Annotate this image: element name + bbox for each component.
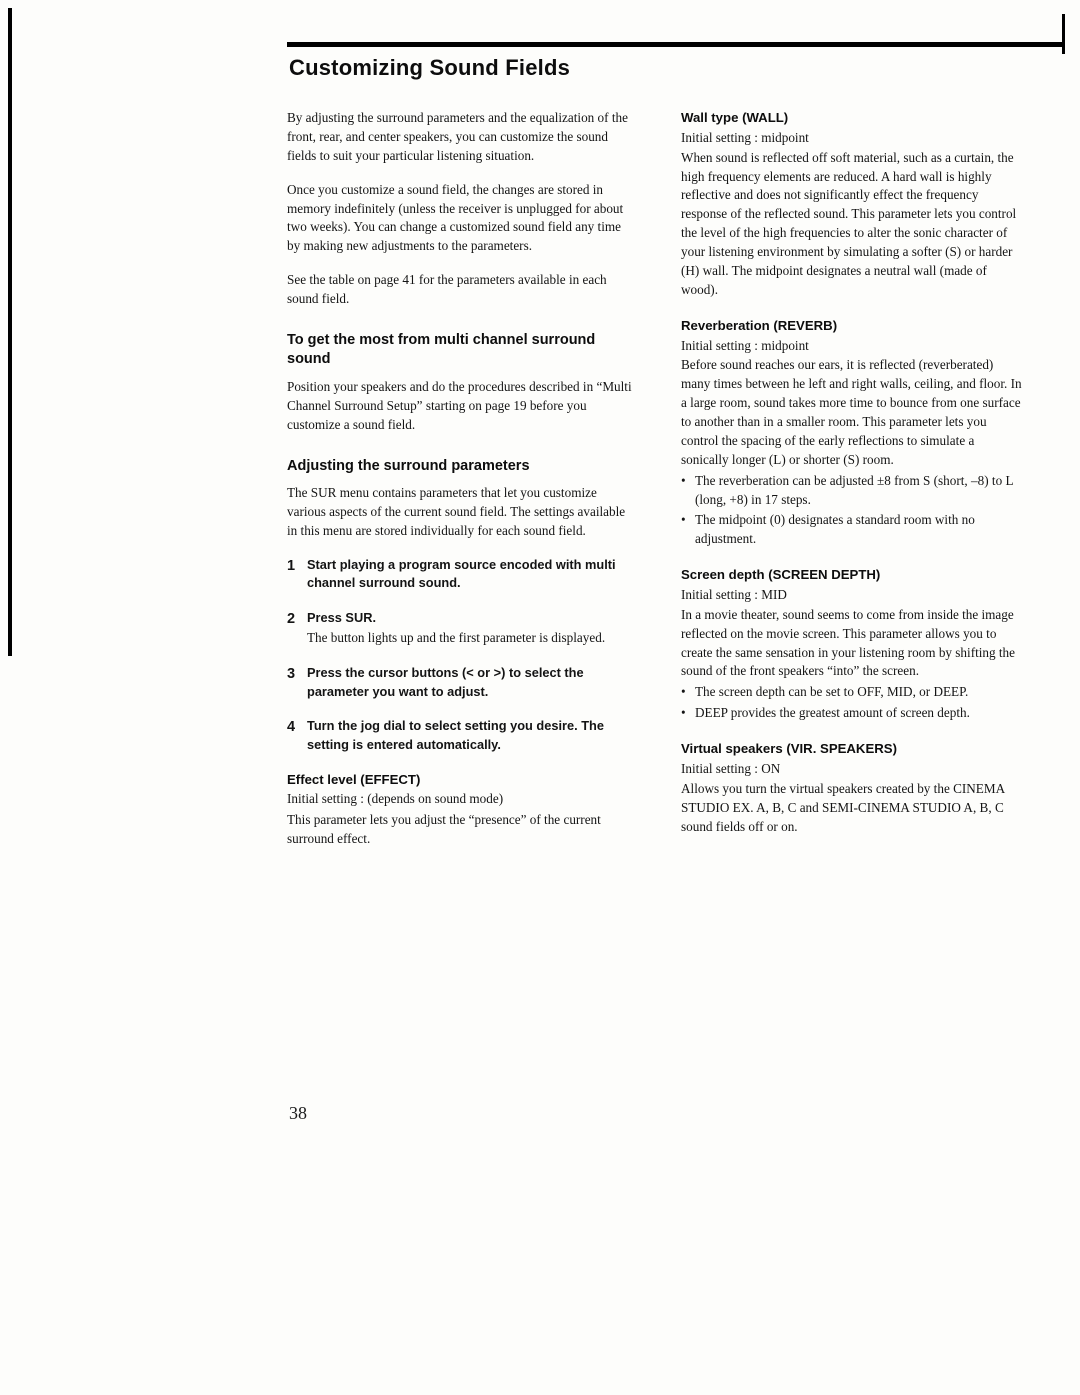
bullet-text: The screen depth can be set to OFF, MID, or DEEP.: [695, 684, 969, 700]
table-reference-paragraph: See the table on page 41 for the parameters available in each sound field.: [287, 272, 607, 306]
initial-setting: Initial setting : (depends on sound mode): [287, 791, 504, 807]
memory-paragraph: Once you customize a sound field, the changes are stored in memory indefinitely (unless the receiver is unplugged for about two weeks). You can change a customized sound field any time by making new adjustments to the parameters.: [287, 181, 624, 254]
step-number: 3: [287, 666, 296, 683]
page-number: 38: [289, 1103, 307, 1123]
page-title: Customizing Sound Fields: [289, 55, 571, 80]
initial-setting: Initial setting : midpoint: [681, 129, 809, 145]
step-item-3: [287, 664, 635, 701]
step-detail: The button lights up and the first parameter is displayed.: [307, 630, 606, 646]
step-number: 2: [287, 610, 296, 627]
bullet-item: [681, 704, 1025, 723]
two-column-layout: [287, 109, 1063, 866]
step-instruction: Start playing a program source encoded with multi channel surround sound.: [307, 556, 616, 591]
step-item-1: [287, 556, 635, 593]
bullet-item: [681, 511, 1025, 549]
parameter-section-screen-depth: [681, 566, 1025, 723]
title-rule: [287, 42, 1063, 47]
parameter-body: This parameter lets you adjust the “presence” of the current surround effect.: [287, 812, 601, 847]
bullet-icon: •: [681, 684, 686, 700]
parameter-section-wall: [681, 109, 1025, 300]
bullet-icon: •: [681, 512, 686, 528]
left-column: [287, 109, 635, 866]
parameter-heading: Effect level (EFFECT): [287, 771, 421, 787]
step-number: 4: [287, 719, 296, 736]
scan-artifact-left-bar: [8, 8, 12, 656]
parameter-section-reverb: [681, 317, 1025, 549]
parameter-section-effect: [287, 771, 635, 849]
step-number: 1: [287, 557, 296, 574]
step-item-2: [287, 609, 635, 648]
initial-setting: Initial setting : ON: [681, 760, 781, 776]
parameter-body: When sound is reflected off soft material, such as a curtain, the high frequency elements are reduced. A hard wall is highly reflective and does not significantly effect the frequency response of the reflected sound. This parameter lets you control the level of the high frequencies to alter the sonic character of your listening environment by simulating a softer (S) or harder (H) wall. The midpoint designates a neutral wall (made of wood).: [681, 149, 1017, 297]
section-heading-adjusting: Adjusting the surround parameters: [287, 457, 530, 474]
section-body-multichannel: Position your speakers and do the procedures described in “Multi Channel Surround Setup” starting on page 19 before you customize a sound field.: [287, 379, 632, 432]
parameter-body: In a movie theater, sound seems to come from inside the image reflected on the movie screen. This parameter allows you to create the same sensation in your listening room by shifting the sound of the front speakers “into” the screen.: [681, 606, 1016, 679]
initial-setting: Initial setting : MID: [681, 586, 787, 602]
step-item-4: [287, 717, 635, 754]
parameter-body: Allows you turn the virtual speakers created by the CINEMA STUDIO EX. A, B, C and SEMI-CINEMA STUDIO A, B, C sound fields off or on.: [681, 780, 1005, 834]
parameter-heading: Virtual speakers (VIR. SPEAKERS): [681, 741, 897, 757]
step-instruction: Turn the jog dial to select setting you desire. The setting is entered automatically.: [307, 718, 604, 752]
right-column: [681, 109, 1025, 866]
intro-paragraph: By adjusting the surround parameters and the equalization of the front, rear, and center speakers, you can customize the sound fields to suit your particular listening situation.: [287, 110, 628, 163]
parameter-heading: Reverberation (REVERB): [681, 317, 838, 333]
initial-setting: Initial setting : midpoint: [681, 337, 809, 353]
page-content: [287, 42, 1063, 866]
bullet-item: [681, 472, 1025, 510]
parameter-heading: Screen depth (SCREEN DEPTH): [681, 567, 881, 583]
bullet-icon: •: [681, 705, 686, 721]
parameter-body: Before sound reaches our ears, it is reflected (reverberated) many times between he left and right walls, ceiling, and floor. In a large room, sound takes more time to bounce from one surface to another than in a smaller room. This parameter lets you control the spacing of the early reflections to simulate a sonically longer (L) or shorter (S) room.: [681, 357, 1022, 467]
bullet-item: [681, 683, 1025, 702]
parameter-heading: Wall type (WALL): [681, 110, 789, 125]
parameter-section-virtual-speakers: [681, 740, 1025, 836]
bullet-text: DEEP provides the greatest amount of screen depth.: [695, 705, 970, 721]
section-body-adjusting: The SUR menu contains parameters that let you customize various aspects of the current sound field. The settings available in this menu are stored individually for each sound field.: [287, 485, 626, 538]
section-heading-multichannel: To get the most from multi channel surround sound: [287, 331, 596, 368]
step-instruction: Press SUR.: [307, 609, 376, 625]
bullet-text: The reverberation can be adjusted ±8 from S (short, –8) to L (long, +8) in 17 steps.: [695, 472, 1014, 507]
step-instruction: Press the cursor buttons (< or >) to select the parameter you want to adjust.: [307, 665, 584, 699]
bullet-text: The midpoint (0) designates a standard room with no adjustment.: [695, 512, 975, 547]
bullet-icon: •: [681, 472, 686, 488]
